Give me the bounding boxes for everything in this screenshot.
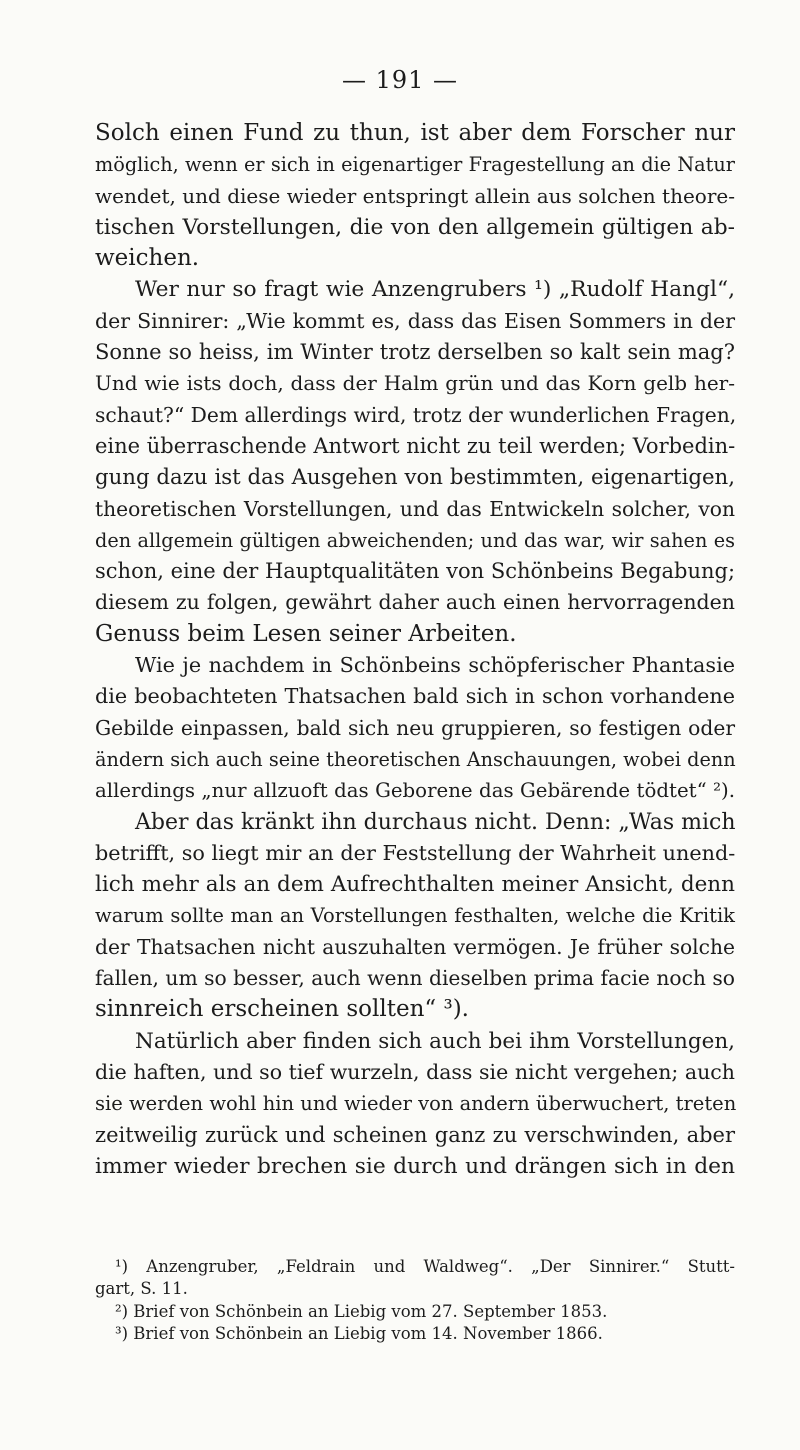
text-line: betrifft, so liegt mir an der Feststellung der Wahrheit unend- xyxy=(95,840,736,865)
text-line: eine überraschende Antwort nicht zu teil werden; Vorbedin- xyxy=(95,433,736,458)
text-line: schaut?“ Dem allerdings wird, trotz der wunderlichen Fragen, xyxy=(95,402,737,427)
text-line: lich mehr als an dem Aufrechthalten meiner Ansicht, denn xyxy=(95,872,735,898)
text-line: möglich, wenn er sich in eigenartiger Fragestellung an die Natur xyxy=(95,153,735,177)
text-line: fallen, um so besser, auch wenn dieselben prima facie noch so xyxy=(95,966,735,991)
footnotes xyxy=(95,1256,735,1345)
text-line: die beobachteten Thatsachen bald sich in schon vorhandene xyxy=(95,684,735,709)
footnote-line: ¹) Anzengruber, „Feldrain und Waldweg“. „Der Sinnirer.“ Stutt- xyxy=(115,1257,735,1276)
text-line: wendet, und diese wieder entspringt allein aus solchen theore- xyxy=(95,183,735,208)
text-line: sie werden wohl hin und wieder von andern überwuchert, treten xyxy=(95,1092,737,1116)
text-line: weichen. xyxy=(95,245,200,272)
text-line: Solch einen Fund zu thun, ist aber dem Forscher nur xyxy=(95,120,735,146)
text-line: der Sinnirer: „Wie kommt es, dass das Eisen Sommers in der xyxy=(95,308,735,333)
text-line: Aber das kränkt ihn durchaus nicht. Denn: „Was mich xyxy=(135,809,736,835)
text-line: zeitweilig zurück und scheinen ganz zu verschwinden, aber xyxy=(95,1122,735,1147)
footnote-line: ³) Brief von Schönbein an Liebig vom 14. November 1866. xyxy=(115,1323,603,1343)
text-line: Genuss beim Lesen seiner Arbeiten. xyxy=(95,620,517,647)
text-line: gung dazu ist das Ausgehen von bestimmten, eigenartigen, xyxy=(95,465,735,491)
text-line: den allgemein gültigen abweichenden; und das war, wir sahen es xyxy=(95,528,735,552)
text-line: warum sollte man an Vorstellungen festhalten, welche die Kritik xyxy=(95,904,735,928)
text-line: ändern sich auch seine theoretischen Anschauungen, wobei denn xyxy=(95,747,736,771)
text-line: immer wieder brechen sie durch und drängen sich in den xyxy=(95,1153,735,1179)
text-line: Natürlich aber finden sich auch bei ihm Vorstellungen, xyxy=(135,1028,735,1054)
text-line: schon, eine der Hauptqualitäten von Schönbeins Begabung; xyxy=(95,559,736,584)
text-line: diesem zu folgen, gewährt daher auch einen hervorragenden xyxy=(95,590,735,615)
text-line: Wer nur so fragt wie Anzengrubers ¹) „Rudolf Hangl“, xyxy=(135,277,735,303)
page-number: — 191 — xyxy=(341,66,459,94)
text-line: die haften, und so tief wurzeln, dass sie nicht vergehen; auch xyxy=(95,1059,735,1084)
text-line: allerdings „nur allzuoft das Geborene das Gebärende tödtet“ ²). xyxy=(95,779,735,803)
text-line: Wie je nachdem in Schönbeins schöpferischer Phantasie xyxy=(135,653,735,678)
text-line: der Thatsachen nicht auszuhalten vermögen. Je früher solche xyxy=(95,934,735,959)
text-line: theoretischen Vorstellungen, und das Entwickeln solcher, von xyxy=(95,496,735,521)
text-line: Und wie ists doch, dass der Halm grün und das Korn gelb her- xyxy=(95,371,735,396)
footnote-line: ²) Brief von Schönbein an Liebig vom 27. September 1853. xyxy=(115,1301,608,1321)
text-line: tischen Vorstellungen, die von den allgemein gültigen ab- xyxy=(95,214,735,240)
text-line: Gebilde einpassen, bald sich neu gruppieren, so festigen oder xyxy=(95,715,735,740)
footnote-line: gart, S. 11. xyxy=(95,1279,188,1299)
text-line: sinnreich erscheinen sollten“ ³). xyxy=(95,996,469,1023)
text-line: Sonne so heiss, im Winter trotz derselben so kalt sein mag? xyxy=(95,340,735,365)
body-text xyxy=(95,118,735,1182)
